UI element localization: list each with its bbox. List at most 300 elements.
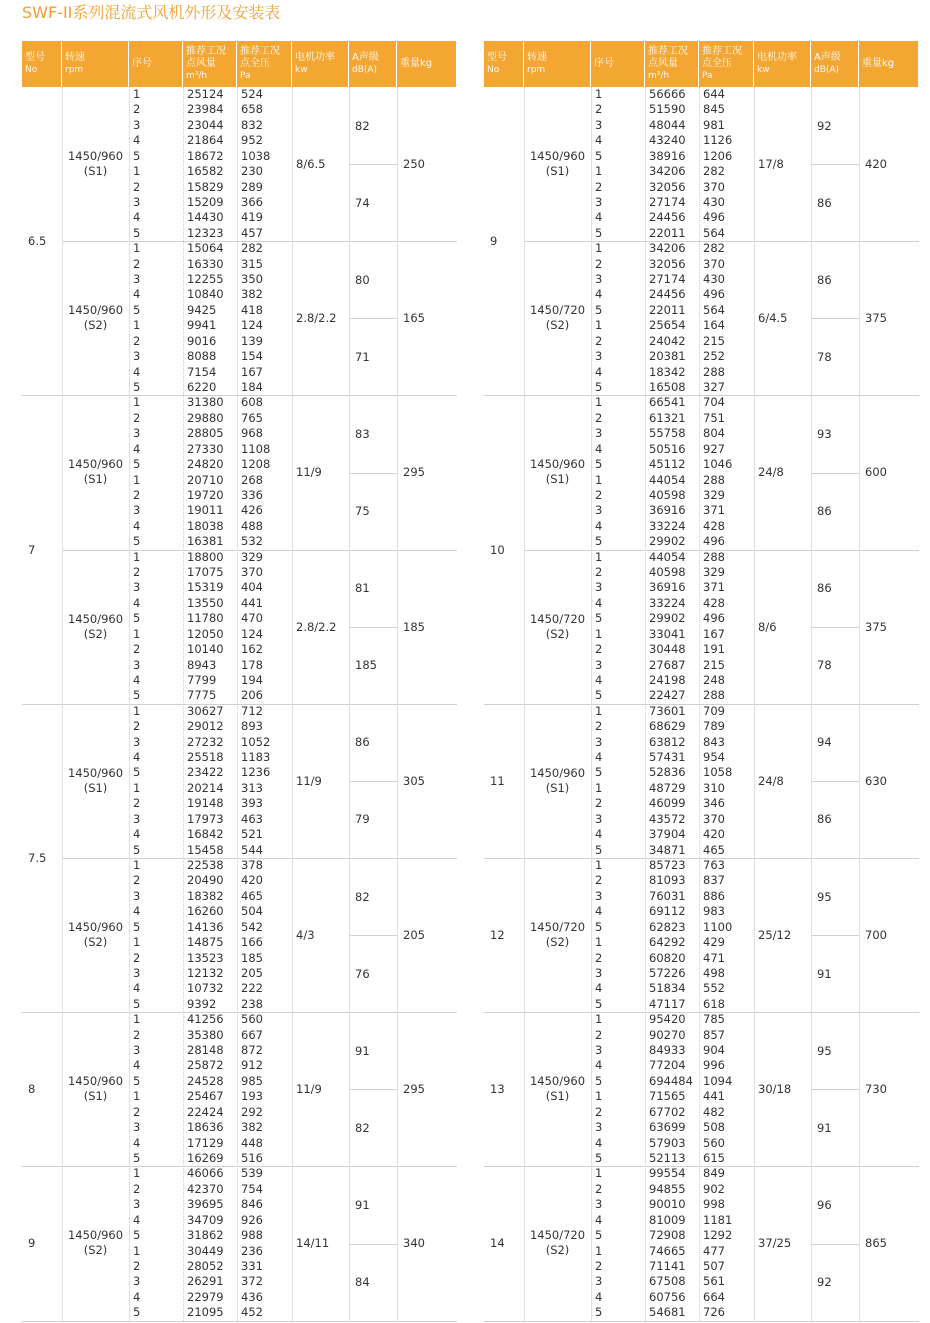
airflow-value: 20214 xyxy=(187,780,224,795)
sequence-number: 5 xyxy=(595,688,603,703)
airflow-value: 7154 xyxy=(187,364,217,379)
sequence-number: 2 xyxy=(133,487,141,502)
sequence-number: 1 xyxy=(133,1089,141,1104)
pressure-value: 981 xyxy=(703,117,725,132)
pressure-value: 1046 xyxy=(703,457,733,472)
airflow-value: 15458 xyxy=(187,842,224,857)
airflow-value: 25872 xyxy=(187,1058,224,1073)
sequence-number: 5 xyxy=(133,996,141,1011)
sequence-number: 2 xyxy=(595,796,603,811)
noise-level: 75 xyxy=(355,504,370,519)
header-flow xyxy=(183,41,237,87)
sequence-number: 1 xyxy=(595,858,603,872)
noise-level: 86 xyxy=(817,581,832,596)
model-number: 10 xyxy=(490,542,505,557)
header-flow-line: 点风量 xyxy=(648,58,678,69)
column-divider xyxy=(524,87,525,1321)
airflow-value: 29902 xyxy=(649,611,686,626)
column-divider xyxy=(292,87,293,1321)
header-pressure xyxy=(699,41,754,87)
noise-level: 82 xyxy=(355,1120,370,1135)
speed-cell xyxy=(62,858,129,1012)
sequence-number: 2 xyxy=(595,642,603,657)
pressure-value: 465 xyxy=(241,888,263,903)
pressure-value: 988 xyxy=(241,1228,263,1243)
noise-level: 83 xyxy=(355,426,370,441)
sequence-number: 3 xyxy=(133,580,141,595)
speed-cell xyxy=(524,241,591,395)
sequence-number: 4 xyxy=(595,518,603,533)
pressure-value: 539 xyxy=(241,1166,263,1181)
sequence-number: 3 xyxy=(133,503,141,518)
sequence-number: 2 xyxy=(133,410,141,425)
airflow-value: 18342 xyxy=(649,364,686,379)
airflow-value: 24456 xyxy=(649,210,686,225)
pressure-value: 996 xyxy=(703,1058,725,1073)
sequence-number: 3 xyxy=(595,272,603,287)
weight-value: 375 xyxy=(865,619,887,634)
speed-line: (S2) xyxy=(545,1243,570,1258)
sequence-number: 5 xyxy=(133,1073,141,1088)
header-weight-line: 重量kg xyxy=(862,58,895,69)
pressure-value: 428 xyxy=(703,518,725,533)
column-dotted-divider xyxy=(699,87,700,1321)
header-model-line: No xyxy=(25,65,38,75)
pressure-value: 1100 xyxy=(703,919,733,934)
sequence-number: 3 xyxy=(133,272,141,287)
speed-line: (S1) xyxy=(83,164,108,179)
sequence-number: 4 xyxy=(133,981,141,996)
pressure-value: 789 xyxy=(703,719,725,734)
airflow-value: 94855 xyxy=(649,1181,686,1196)
noise-level: 185 xyxy=(355,658,377,673)
pressure-value: 426 xyxy=(241,503,263,518)
pressure-value: 709 xyxy=(703,703,725,718)
speed-line: (S1) xyxy=(545,780,570,795)
speed-cell xyxy=(62,87,129,241)
noise-level: 95 xyxy=(817,889,832,904)
airflow-value: 28805 xyxy=(187,426,224,441)
sequence-number: 4 xyxy=(133,518,141,533)
sequence-number: 3 xyxy=(133,734,141,749)
airflow-value: 22011 xyxy=(649,225,686,240)
speed-cell xyxy=(62,395,129,549)
pressure-value: 608 xyxy=(241,395,263,410)
sequence-number: 1 xyxy=(133,164,141,179)
pressure-value: 1094 xyxy=(703,1073,733,1088)
airflow-value: 62823 xyxy=(649,919,686,934)
noise-separator xyxy=(811,1089,859,1090)
pressure-value: 222 xyxy=(241,981,263,996)
header-speed-line: rpm xyxy=(527,65,546,75)
airflow-value: 19720 xyxy=(187,487,224,502)
sequence-number: 3 xyxy=(595,734,603,749)
sequence-number: 5 xyxy=(133,842,141,857)
sequence-number: 1 xyxy=(595,1012,603,1027)
airflow-value: 21095 xyxy=(187,1305,224,1320)
airflow-value: 24528 xyxy=(187,1073,224,1088)
pressure-value: 370 xyxy=(703,179,725,194)
sequence-number: 2 xyxy=(595,179,603,194)
sequence-number: 5 xyxy=(595,225,603,240)
model-separator xyxy=(484,1321,919,1322)
column-divider xyxy=(62,87,63,1321)
pressure-value: 315 xyxy=(241,256,263,271)
weight-value: 250 xyxy=(403,157,425,172)
pressure-value: 507 xyxy=(703,1258,725,1273)
model-number: 7 xyxy=(28,542,36,557)
noise-level: 81 xyxy=(355,581,370,596)
table-header xyxy=(22,41,457,87)
pressure-value: 329 xyxy=(703,565,725,580)
sequence-number: 2 xyxy=(595,487,603,502)
noise-level: 74 xyxy=(355,195,370,210)
airflow-value: 72908 xyxy=(649,1228,686,1243)
pressure-value: 552 xyxy=(703,981,725,996)
airflow-value: 30448 xyxy=(649,642,686,657)
motor-power: 30/18 xyxy=(758,1082,792,1097)
speed-cell xyxy=(524,1166,591,1320)
pressure-value: 430 xyxy=(703,194,725,209)
airflow-value: 17129 xyxy=(187,1135,224,1150)
noise-separator xyxy=(811,164,859,165)
airflow-value: 9941 xyxy=(187,318,217,333)
noise-separator xyxy=(349,1089,397,1090)
sequence-number: 5 xyxy=(133,225,141,240)
speed-line: 1450/720 xyxy=(529,1228,586,1243)
airflow-value: 55758 xyxy=(649,426,686,441)
airflow-value: 25654 xyxy=(649,318,686,333)
column-divider xyxy=(754,87,755,1321)
header-power-line: kw xyxy=(295,65,308,75)
airflow-value: 27330 xyxy=(187,441,224,456)
weight-value: 630 xyxy=(865,773,887,788)
sequence-number: 3 xyxy=(595,1197,603,1212)
pressure-value: 1206 xyxy=(703,148,733,163)
header-model-line: 型号 xyxy=(487,52,507,63)
pressure-value: 926 xyxy=(241,1212,263,1227)
noise-level: 82 xyxy=(355,889,370,904)
airflow-value: 12255 xyxy=(187,272,224,287)
pressure-value: 184 xyxy=(241,379,263,394)
model-number: 14 xyxy=(490,1236,505,1251)
airflow-value: 16260 xyxy=(187,904,224,919)
column-divider xyxy=(859,87,860,1321)
speed-cell xyxy=(62,1012,129,1166)
column-dotted-divider xyxy=(183,87,184,1321)
pressure-value: 968 xyxy=(241,426,263,441)
model-number: 9 xyxy=(490,234,498,249)
airflow-value: 33224 xyxy=(649,518,686,533)
sequence-number: 2 xyxy=(595,333,603,348)
airflow-value: 32056 xyxy=(649,256,686,271)
speed-cell xyxy=(524,87,591,241)
noise-separator xyxy=(349,1244,397,1245)
pressure-value: 329 xyxy=(241,549,263,564)
pressure-value: 615 xyxy=(703,1150,725,1165)
header-flow-line: 推荐工况 xyxy=(648,46,688,57)
noise-level: 94 xyxy=(817,735,832,750)
airflow-value: 18038 xyxy=(187,518,224,533)
sequence-number: 5 xyxy=(595,765,603,780)
sequence-number: 1 xyxy=(133,241,141,256)
sequence-number: 4 xyxy=(595,1135,603,1150)
sequence-number: 1 xyxy=(133,472,141,487)
header-speed xyxy=(524,41,591,87)
column-divider xyxy=(129,87,130,1321)
motor-power: 8/6.5 xyxy=(296,157,326,172)
sequence-number: 5 xyxy=(595,1073,603,1088)
pressure-value: 327 xyxy=(703,379,725,394)
airflow-value: 18672 xyxy=(187,148,224,163)
pressure-value: 521 xyxy=(241,827,263,842)
sequence-number: 2 xyxy=(133,102,141,117)
pressure-value: 282 xyxy=(241,241,263,256)
header-flow-line: 推荐工况 xyxy=(186,46,226,57)
weight-value: 295 xyxy=(403,465,425,480)
airflow-value: 27232 xyxy=(187,734,224,749)
sequence-number: 2 xyxy=(595,1258,603,1273)
speed-line: (S1) xyxy=(545,472,570,487)
column-dotted-divider xyxy=(645,87,646,1321)
weight-value: 600 xyxy=(865,465,887,480)
airflow-value: 71565 xyxy=(649,1089,686,1104)
airflow-value: 45112 xyxy=(649,457,686,472)
airflow-value: 13523 xyxy=(187,950,224,965)
sequence-number: 1 xyxy=(133,1012,141,1027)
sequence-number: 2 xyxy=(595,719,603,734)
speed-line: (S1) xyxy=(545,164,570,179)
header-weight xyxy=(859,41,919,87)
pressure-value: 310 xyxy=(703,780,725,795)
pressure-value: 765 xyxy=(241,410,263,425)
speed-line: 1450/960 xyxy=(67,920,124,935)
motor-power: 24/8 xyxy=(758,773,784,788)
header-speed-line: 转速 xyxy=(65,52,85,63)
airflow-value: 60820 xyxy=(649,950,686,965)
airflow-value: 39695 xyxy=(187,1197,224,1212)
airflow-value: 25124 xyxy=(187,87,224,101)
pressure-value: 667 xyxy=(241,1027,263,1042)
airflow-value: 25467 xyxy=(187,1089,224,1104)
airflow-value: 30449 xyxy=(187,1243,224,1258)
header-seq-line: 序号 xyxy=(132,58,152,69)
pressure-value: 564 xyxy=(703,225,725,240)
pressure-value: 704 xyxy=(703,395,725,410)
airflow-value: 20381 xyxy=(649,349,686,364)
speed-line: 1450/960 xyxy=(529,457,586,472)
pressure-value: 371 xyxy=(703,503,725,518)
speed-line: 1450/720 xyxy=(529,611,586,626)
sequence-number: 3 xyxy=(133,1274,141,1289)
sequence-number: 5 xyxy=(133,1150,141,1165)
airflow-value: 74665 xyxy=(649,1243,686,1258)
sequence-number: 4 xyxy=(595,672,603,687)
pressure-value: 194 xyxy=(241,672,263,687)
pressure-value: 164 xyxy=(703,318,725,333)
noise-level: 86 xyxy=(817,812,832,827)
sequence-number: 2 xyxy=(133,1258,141,1273)
noise-level: 78 xyxy=(817,349,832,364)
airflow-value: 85723 xyxy=(649,858,686,872)
pressure-value: 886 xyxy=(703,888,725,903)
header-flow-line: 点风量 xyxy=(186,58,216,69)
airflow-value: 19011 xyxy=(187,503,224,518)
header-power-line: 电机功率 xyxy=(295,52,335,63)
airflow-value: 11780 xyxy=(187,611,224,626)
sequence-number: 2 xyxy=(133,565,141,580)
sequence-number: 5 xyxy=(133,379,141,394)
pressure-value: 282 xyxy=(703,164,725,179)
pressure-value: 282 xyxy=(703,241,725,256)
airflow-value: 12132 xyxy=(187,965,224,980)
sequence-number: 2 xyxy=(595,565,603,580)
column-divider xyxy=(811,87,812,1321)
airflow-value: 44054 xyxy=(649,472,686,487)
speed-line: (S1) xyxy=(545,1089,570,1104)
sequence-number: 3 xyxy=(133,888,141,903)
sequence-number: 2 xyxy=(133,950,141,965)
sequence-number: 4 xyxy=(133,827,141,842)
sequence-number: 1 xyxy=(595,164,603,179)
pressure-value: 167 xyxy=(703,626,725,641)
motor-power: 11/9 xyxy=(296,465,322,480)
noise-level: 91 xyxy=(817,1120,832,1135)
header-pressure-line: Pa xyxy=(240,71,251,81)
header-seq xyxy=(591,41,645,87)
pressure-value: 832 xyxy=(241,117,263,132)
sequence-number: 4 xyxy=(133,672,141,687)
airflow-value: 16381 xyxy=(187,534,224,549)
pressure-value: 751 xyxy=(703,410,725,425)
sequence-number: 2 xyxy=(133,1181,141,1196)
noise-level: 92 xyxy=(817,1275,832,1290)
header-noise-line: dB(A) xyxy=(352,65,378,75)
speed-line: 1450/960 xyxy=(67,1074,124,1089)
pressure-value: 1126 xyxy=(703,133,733,148)
pressure-value: 849 xyxy=(703,1166,725,1181)
airflow-value: 35380 xyxy=(187,1027,224,1042)
sequence-number: 4 xyxy=(133,364,141,379)
header-model xyxy=(22,41,62,87)
sequence-number: 3 xyxy=(595,426,603,441)
sequence-number: 5 xyxy=(133,611,141,626)
airflow-value: 14875 xyxy=(187,935,224,950)
airflow-value: 24198 xyxy=(649,672,686,687)
sequence-number: 4 xyxy=(595,750,603,765)
airflow-value: 27174 xyxy=(649,194,686,209)
header-pressure-line: 推荐工况 xyxy=(702,46,742,57)
speed-line: 1450/960 xyxy=(67,1228,124,1243)
airflow-value: 67702 xyxy=(649,1104,686,1119)
pressure-value: 162 xyxy=(241,642,263,657)
airflow-value: 9016 xyxy=(187,333,217,348)
sequence-number: 4 xyxy=(133,441,141,456)
model-number: 7.5 xyxy=(28,850,47,865)
noise-separator xyxy=(349,164,397,165)
airflow-value: 17075 xyxy=(187,565,224,580)
header-weight-line: 重量kg xyxy=(400,58,433,69)
pressure-value: 215 xyxy=(703,657,725,672)
noise-level: 86 xyxy=(817,504,832,519)
sequence-number: 2 xyxy=(133,1027,141,1042)
pressure-value: 420 xyxy=(241,873,263,888)
sequence-number: 2 xyxy=(595,256,603,271)
model-number: 9 xyxy=(28,1236,36,1251)
airflow-value: 16842 xyxy=(187,827,224,842)
sequence-number: 1 xyxy=(133,1166,141,1181)
airflow-value: 40598 xyxy=(649,565,686,580)
sequence-number: 1 xyxy=(133,318,141,333)
header-pressure xyxy=(237,41,292,87)
sequence-number: 4 xyxy=(595,1058,603,1073)
pressure-value: 429 xyxy=(703,935,725,950)
table-header xyxy=(484,41,919,87)
airflow-value: 51834 xyxy=(649,981,686,996)
airflow-value: 41256 xyxy=(187,1012,224,1027)
pressure-value: 542 xyxy=(241,919,263,934)
sequence-number: 5 xyxy=(595,1305,603,1320)
sequence-number: 4 xyxy=(595,1212,603,1227)
sequence-number: 5 xyxy=(595,1228,603,1243)
airflow-value: 12323 xyxy=(187,225,224,240)
speed-cell xyxy=(62,241,129,395)
airflow-value: 36916 xyxy=(649,503,686,518)
model-number: 8 xyxy=(28,1082,36,1097)
pressure-value: 1108 xyxy=(241,441,271,456)
motor-power: 11/9 xyxy=(296,1082,322,1097)
pressure-value: 560 xyxy=(241,1012,263,1027)
pressure-value: 370 xyxy=(703,811,725,826)
sequence-number: 3 xyxy=(595,1120,603,1135)
airflow-value: 22427 xyxy=(649,688,686,703)
speed-line: (S2) xyxy=(83,935,108,950)
airflow-value: 10140 xyxy=(187,642,224,657)
pressure-value: 496 xyxy=(703,210,725,225)
airflow-value: 77204 xyxy=(649,1058,686,1073)
speed-line: 1450/960 xyxy=(67,149,124,164)
airflow-value: 34206 xyxy=(649,241,686,256)
noise-separator xyxy=(349,318,397,319)
sequence-number: 5 xyxy=(595,611,603,626)
pressure-value: 268 xyxy=(241,472,263,487)
sequence-number: 3 xyxy=(595,811,603,826)
airflow-value: 84933 xyxy=(649,1043,686,1058)
pressure-value: 1058 xyxy=(703,765,733,780)
sequence-number: 1 xyxy=(595,395,603,410)
header-weight xyxy=(397,41,457,87)
pressure-value: 1181 xyxy=(703,1212,733,1227)
noise-level: 80 xyxy=(355,272,370,287)
noise-level: 92 xyxy=(817,118,832,133)
speed-cell xyxy=(524,1012,591,1166)
pressure-value: 404 xyxy=(241,580,263,595)
sequence-number: 1 xyxy=(133,549,141,564)
speed-line: 1450/960 xyxy=(529,149,586,164)
pressure-value: 289 xyxy=(241,179,263,194)
header-seq xyxy=(129,41,183,87)
pressure-value: 496 xyxy=(703,611,725,626)
sequence-number: 5 xyxy=(595,534,603,549)
header-model xyxy=(484,41,524,87)
pressure-value: 498 xyxy=(703,965,725,980)
pressure-value: 378 xyxy=(241,858,263,872)
pressure-value: 230 xyxy=(241,164,263,179)
pressure-value: 236 xyxy=(241,1243,263,1258)
sequence-number: 2 xyxy=(595,1027,603,1042)
airflow-value: 9392 xyxy=(187,996,217,1011)
speed-line: (S1) xyxy=(83,780,108,795)
